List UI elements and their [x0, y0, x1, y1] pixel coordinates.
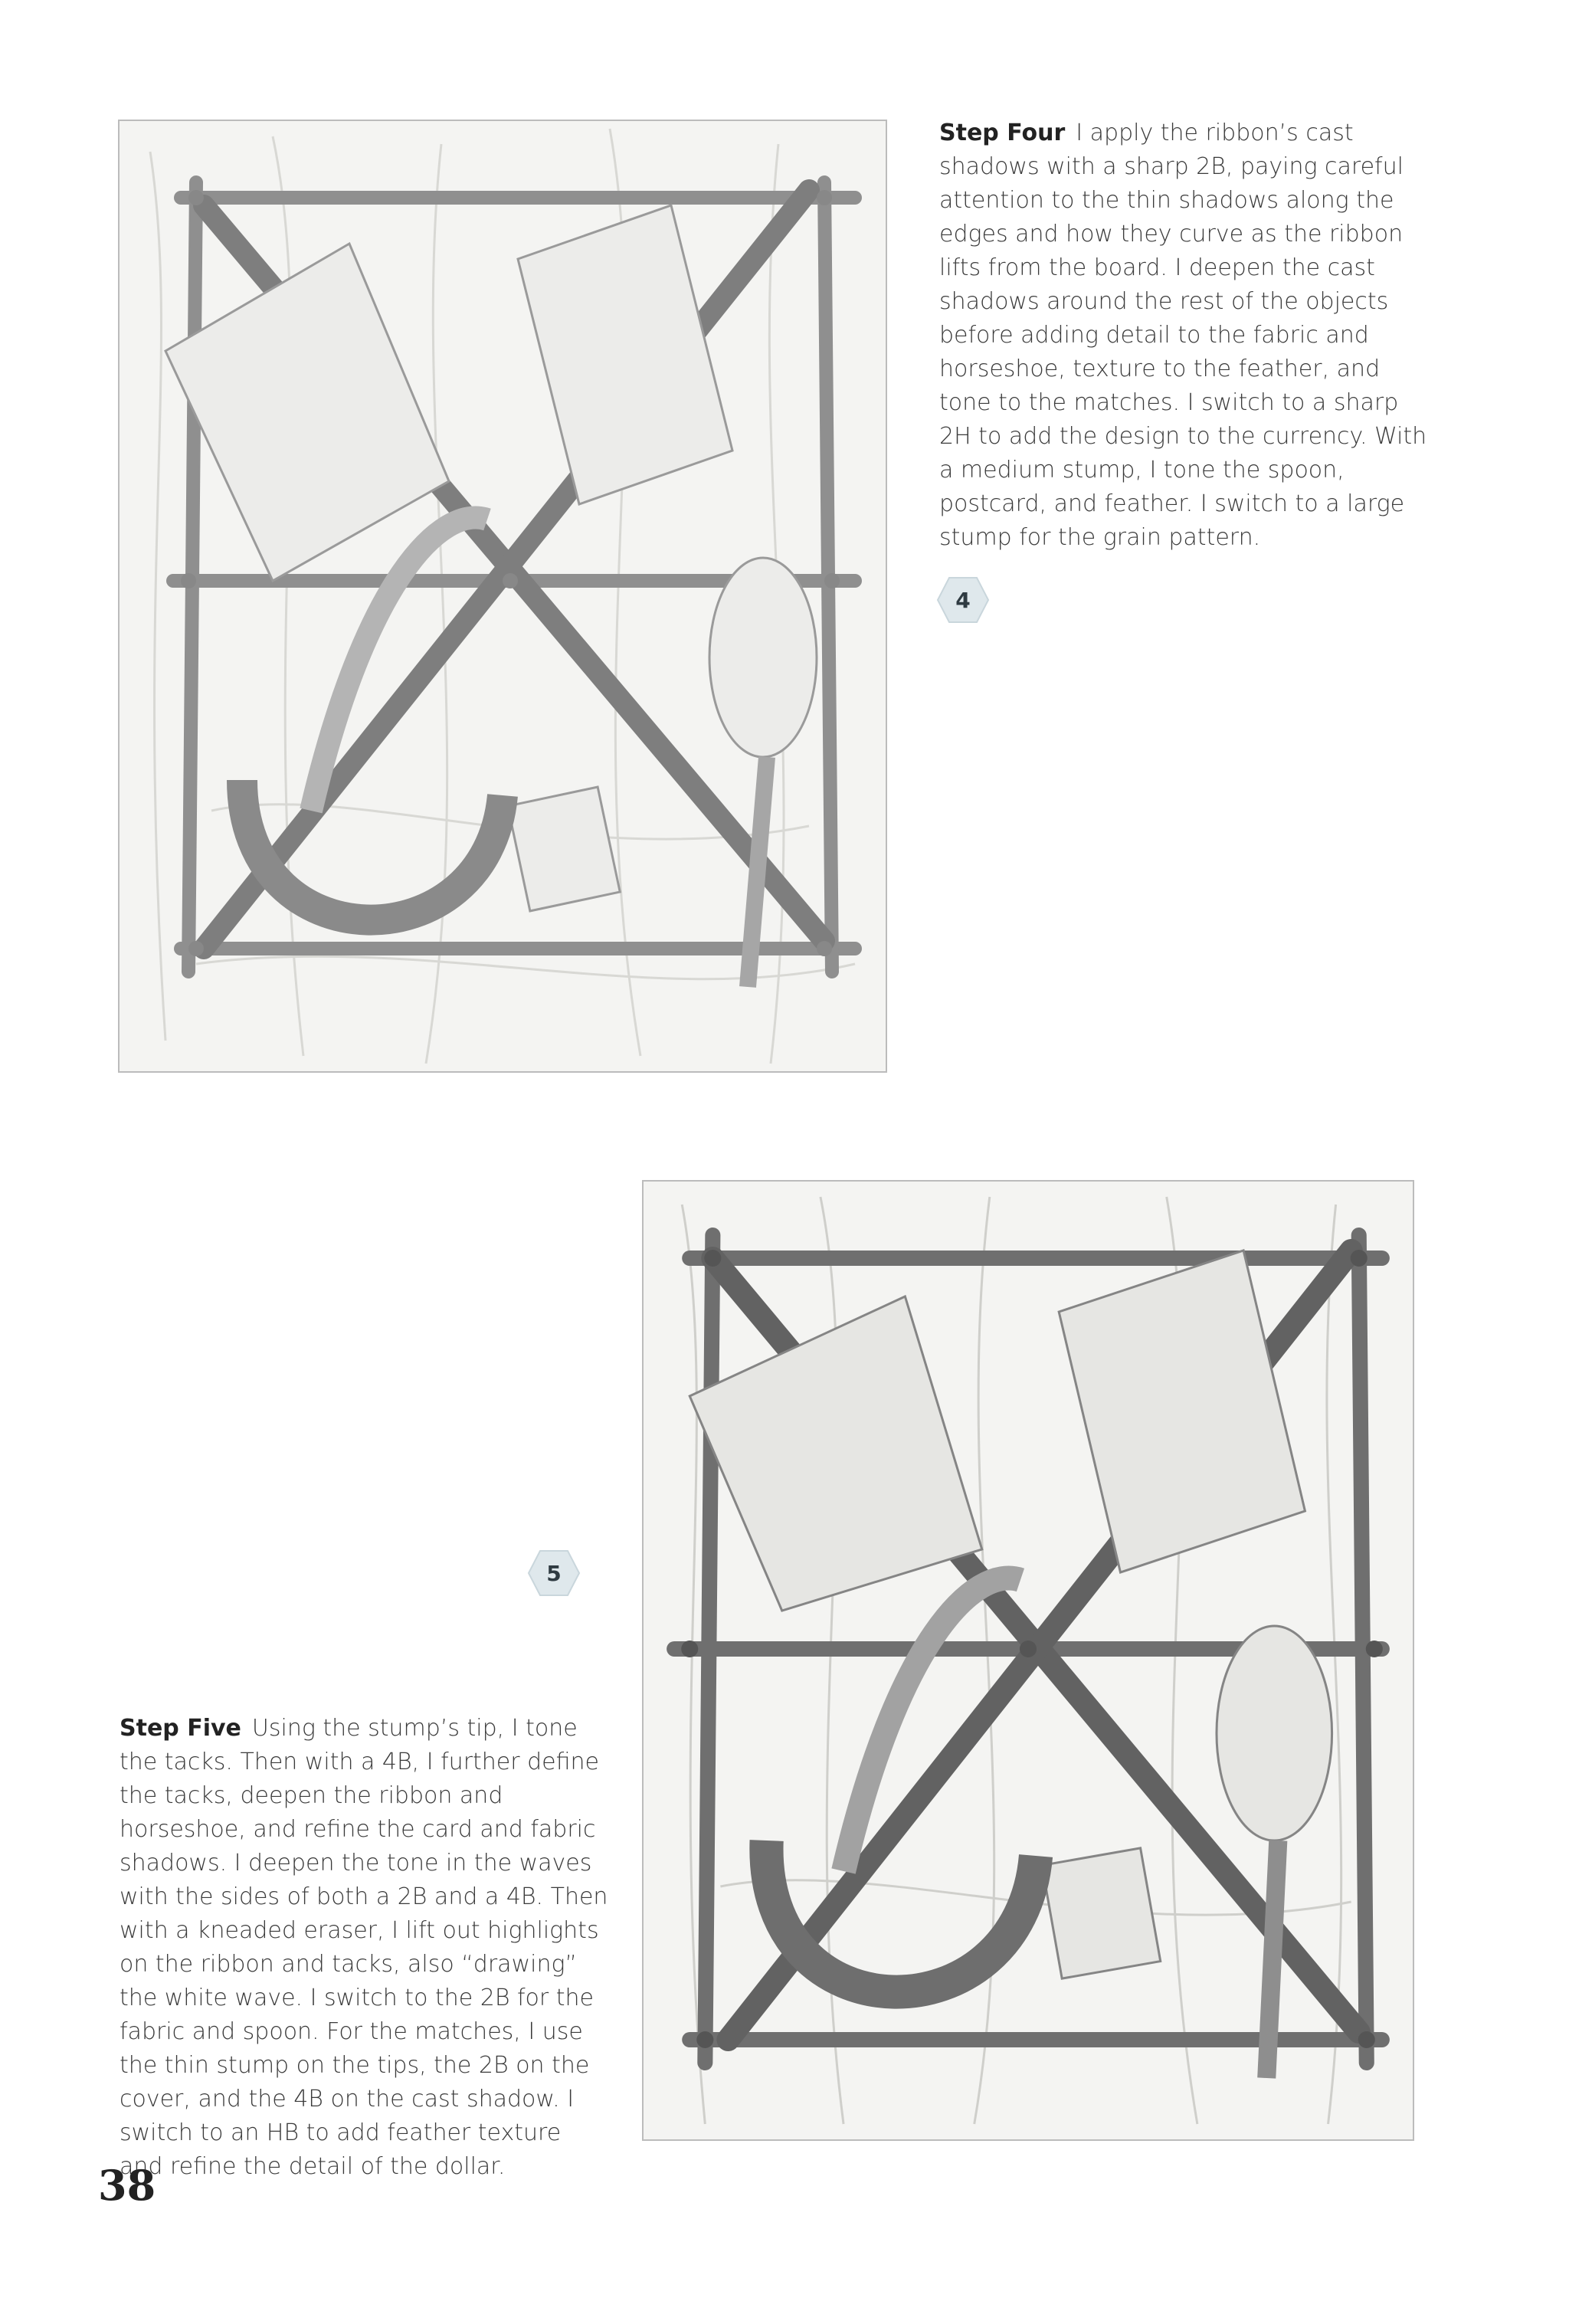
page-number: 38	[98, 2161, 156, 2210]
step-five-text: Using the stump’s tip, I tone the tacks. Then with a 4B, I further define the tacks, deepen the ribbon and horseshoe, and refine the card and fabric shadows. I deepen the tone in the waves with the sides of both a 2B and a 4B. Then with a kneaded eraser, I lift out highlights on the ribbon and tacks, also “drawing” the white wave. I switch to the 2B for the fabric and spoon. For the matches, I use the thin stump on the tips, the 2B on the cover, and the 4B on the cast shadow. I switch to an HB to add feather texture and refine the detail of the dollar.	[120, 1715, 608, 2180]
step-four-title: Step Four	[939, 120, 1066, 146]
memo-board-drawing-step5	[644, 1182, 1413, 2139]
step-five-caption	[120, 1712, 610, 2184]
step-five-title: Step Five	[120, 1715, 241, 1742]
step-five-drawing	[642, 1180, 1414, 2141]
step-four-caption	[939, 116, 1430, 555]
step-five-badge	[527, 1549, 581, 1597]
step-four-number: 4	[955, 587, 971, 613]
step-four-drawing	[118, 120, 887, 1073]
memo-board-drawing-step4	[120, 121, 886, 1071]
step-five-number: 5	[546, 1560, 562, 1586]
step-four-text: I apply the ribbon’s cast shadows with a sharp 2B, paying careful attention to the thin shadows along the edges and how they curve as the ribbon lifts from the board. I deepen the cast shadows around the rest of the objects before adding detail to the fabric and horseshoe, texture to the feather, and tone to the matches. I switch to a sharp 2H to add the design to the currency. With a medium stump, I tone the spoon, postcard, and feather. I switch to a large stump for the grain pattern.	[939, 120, 1427, 551]
step-four-badge	[936, 576, 990, 624]
